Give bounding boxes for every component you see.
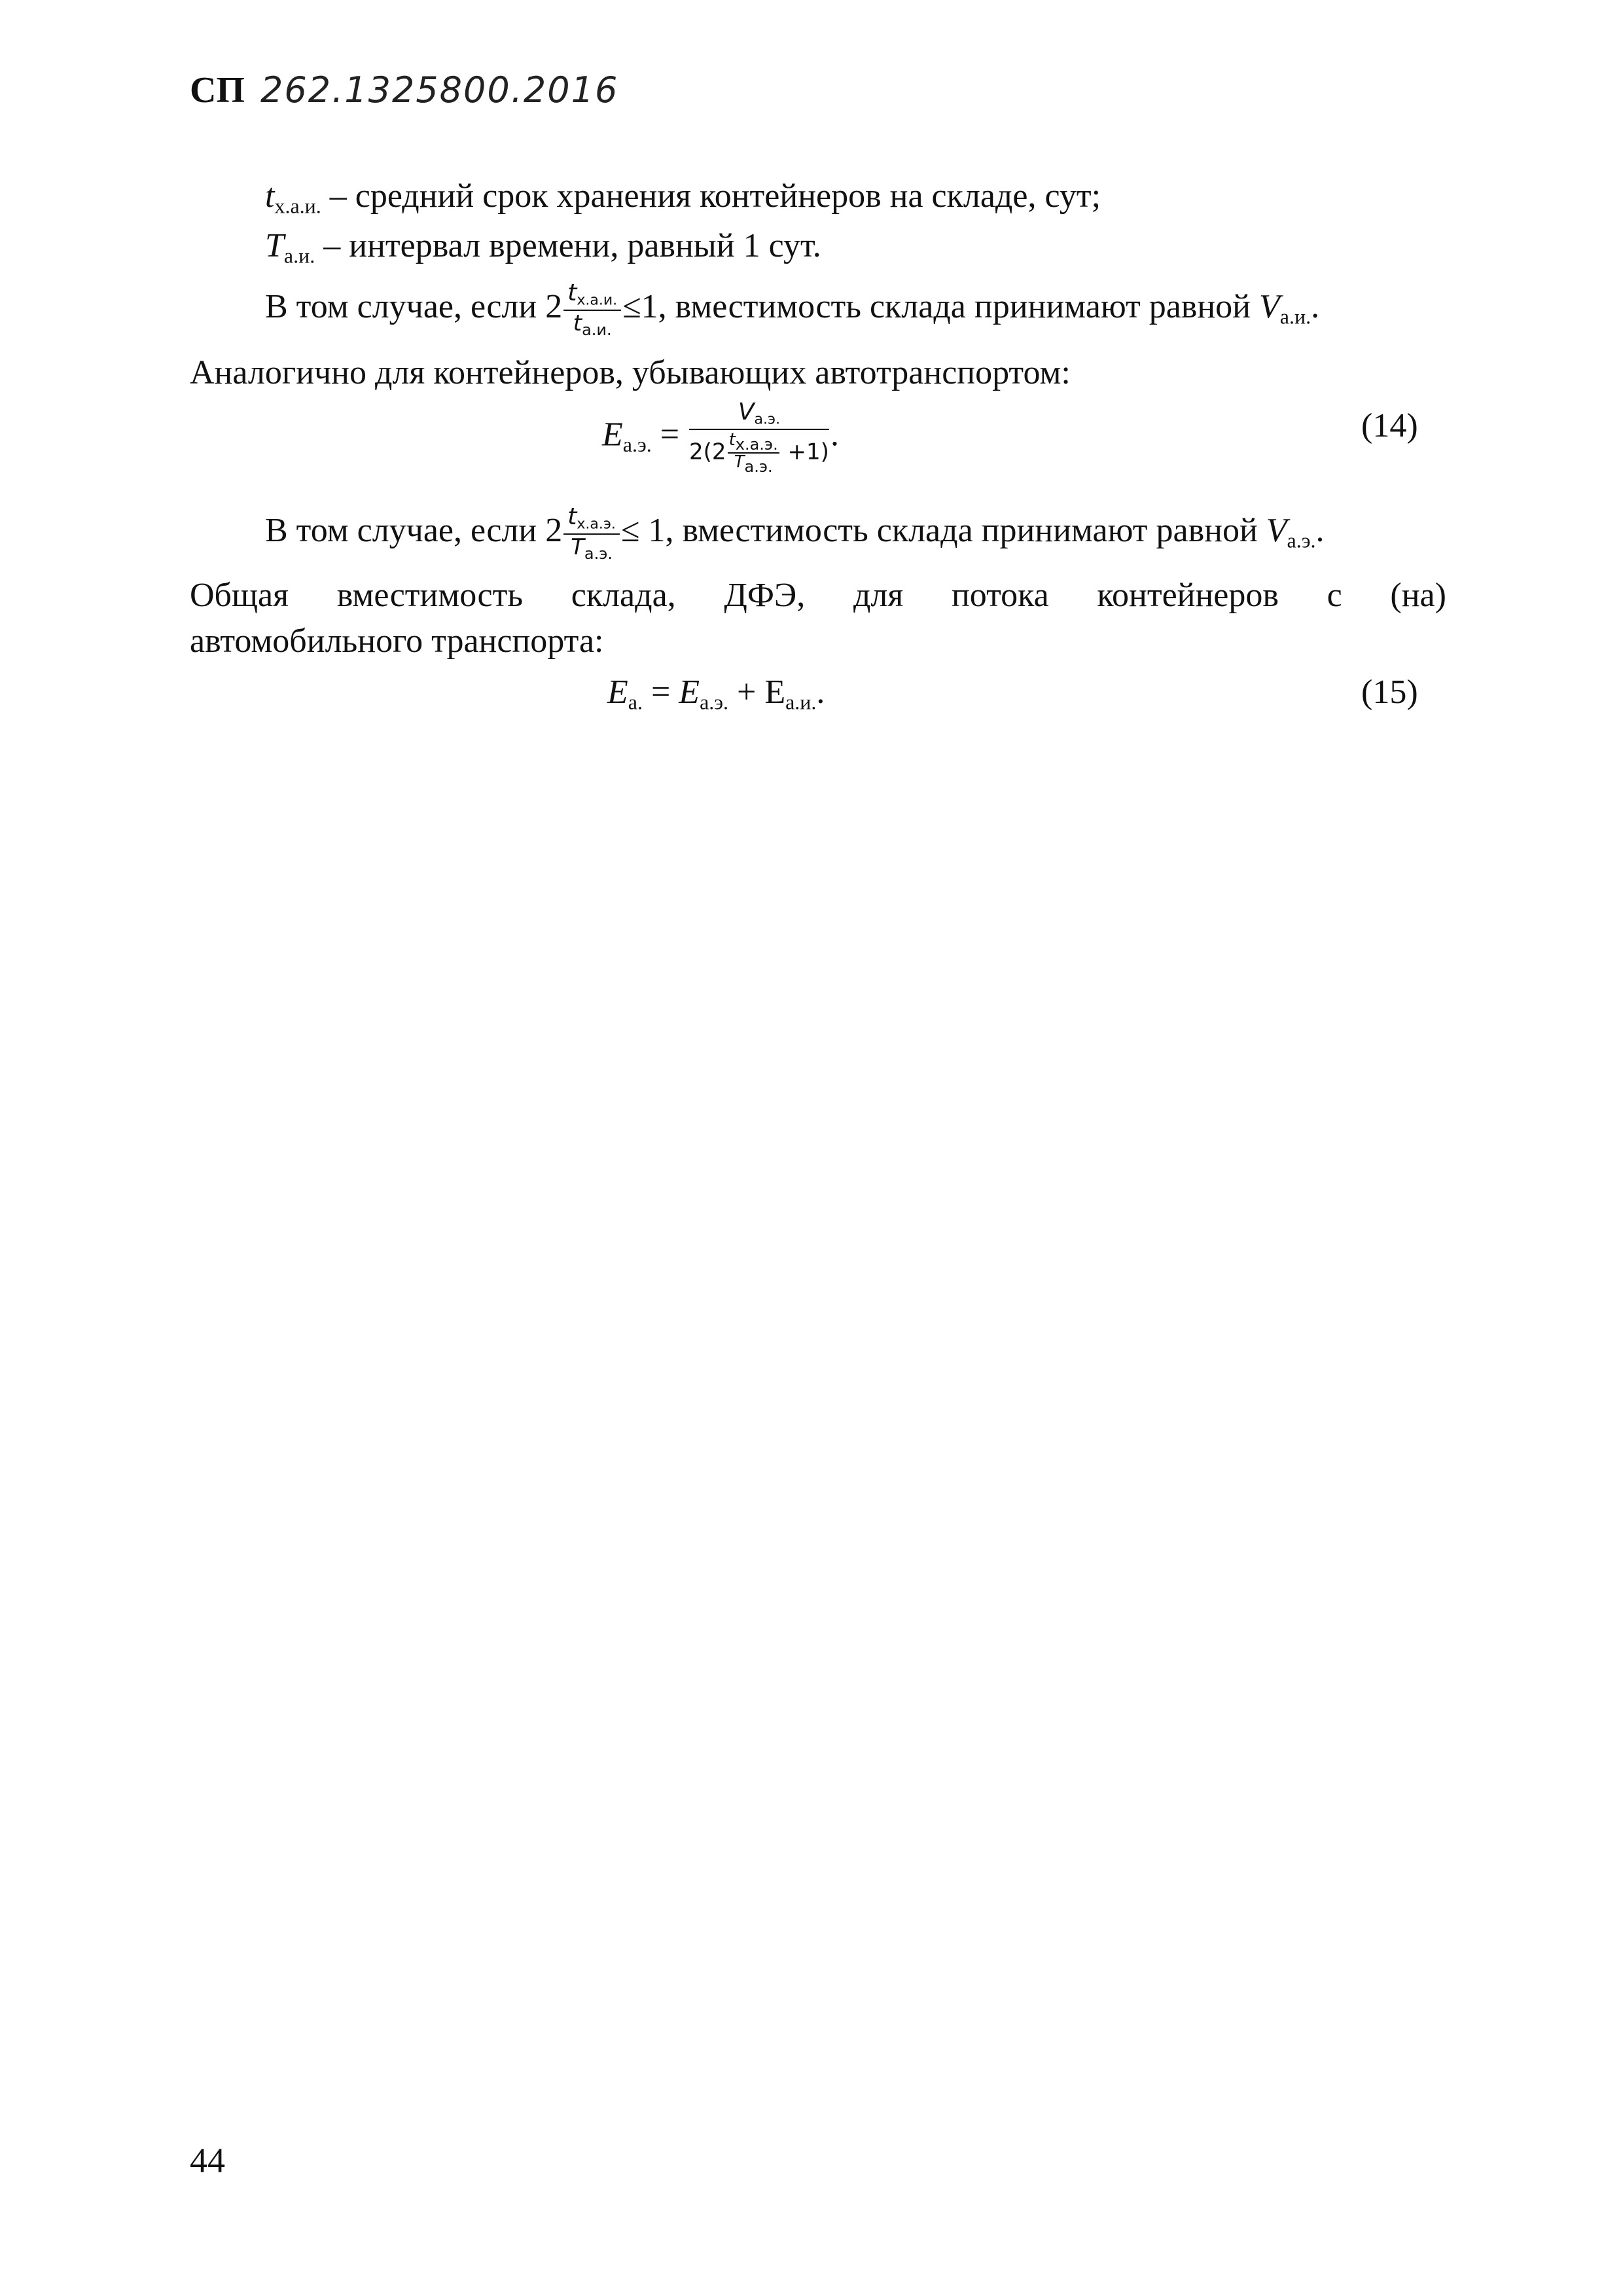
document-header xyxy=(190,69,619,111)
equation-15: $E_{а.} = E_{а.э.} + Е_{а.и.}$. xyxy=(607,673,825,714)
header-prefix: СП xyxy=(190,70,245,111)
fraction-storage-over-interval-2: $\frac{t_{х.а.э.}}{T_{а.э.}}$ xyxy=(563,505,620,562)
total-capacity-paragraph-line1: Общая вместимость склада, ДФЭ, для потока контейнеров с (на) xyxy=(190,577,1446,614)
equation-14: $E_{а.э.}$ = $V_{а.э.}$ 2(2 $\frac{tх.а.э.}{Tа.э.}$ +1) . xyxy=(602,399,839,476)
header-handwritten-code: 262.1325800.2016 xyxy=(260,69,619,111)
page-number: 44 xyxy=(190,2141,225,2180)
condition-1: В том случае, если 2 $\frac{t_{х.а.и.}}{t_{а.и.}}$ ≤1, вместимость склада принимают равной $V_{а.и.}$. xyxy=(265,279,1320,339)
analog-paragraph: Аналогично для контейнеров, убывающих автотранспортом: xyxy=(190,354,1071,391)
equation-14-fraction: $V_{а.э.}$ 2(2 $\frac{tх.а.э.}{Tа.э.}$ +1) xyxy=(689,399,829,476)
definition-t-storage: $t_{х.а.и.}$ – средний срок хранения контейнеров на складе, сут; xyxy=(265,177,1101,218)
condition-2: В том случае, если 2 $\frac{t_{х.а.э.}}{T_{а.э.}}$ ≤ 1, вместимость склада принимают равной $V_{а.э.}$. xyxy=(265,503,1325,563)
equation-14-number: (14) xyxy=(1361,407,1418,444)
total-capacity-paragraph-line2: автомобильного транспорта: xyxy=(190,622,604,660)
equation-15-number: (15) xyxy=(1361,673,1418,711)
definition-T-interval: $T_{а.и.}$ – интервал времени, равный 1 сут. xyxy=(265,227,821,268)
fraction-storage-over-interval: $\frac{t_{х.а.и.}}{t_{а.и.}}$ xyxy=(563,281,621,338)
